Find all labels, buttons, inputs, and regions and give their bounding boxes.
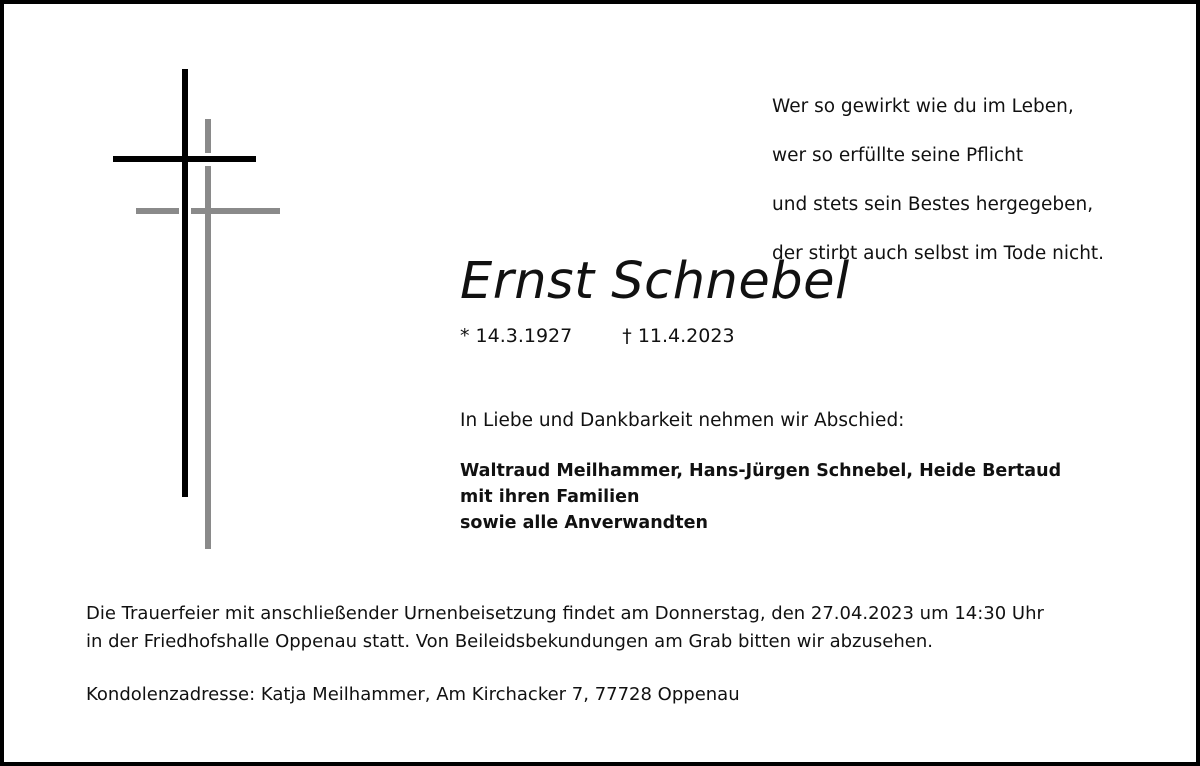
poem-line: der stirbt auch selbst im Tode nicht. <box>772 242 1105 264</box>
life-dates <box>460 323 735 349</box>
mourners-line: Waltraud Meilhammer, Hans-Jürgen Schnebel, Heide Bertaud <box>460 461 1062 481</box>
mourners-line: mit ihren Familien <box>460 487 640 507</box>
gray-cross-vertical <box>205 119 211 549</box>
farewell-text: In Liebe und Dankbarkeit nehmen wir Abschied: <box>460 410 905 431</box>
condolence-address: Kondolenzadresse: Katja Meilhammer, Am Kirchacker 7, 77728 Oppenau <box>86 684 740 705</box>
mourners-line: sowie alle Anverwandten <box>460 513 708 533</box>
poem-line: Wer so gewirkt wie du im Leben, <box>772 95 1074 117</box>
poem-line: wer so erfüllte seine Pflicht <box>772 144 1024 166</box>
birth-date: * 14.3.1927 <box>460 325 573 347</box>
black-cross-vertical <box>182 69 188 497</box>
gray-cross-horizontal <box>136 208 280 214</box>
ceremony-line: in der Friedhofshalle Oppenau statt. Von Beileidsbekundungen am Grab bitten wir abzusehen. <box>86 631 933 652</box>
ceremony-info <box>86 600 1044 656</box>
death-date: † 11.4.2023 <box>622 325 735 347</box>
mourners-list <box>460 458 1061 536</box>
black-cross-horizontal <box>113 156 256 162</box>
deceased-name: Ernst Schnebel <box>460 252 850 311</box>
ceremony-line: Die Trauerfeier mit anschließender Urnenbeisetzung findet am Donnerstag, den 27.04.2023 um 14:30 Uhr <box>86 603 1044 624</box>
poem-line: und stets sein Bestes hergegeben, <box>772 193 1094 215</box>
cross-icon <box>104 64 294 554</box>
